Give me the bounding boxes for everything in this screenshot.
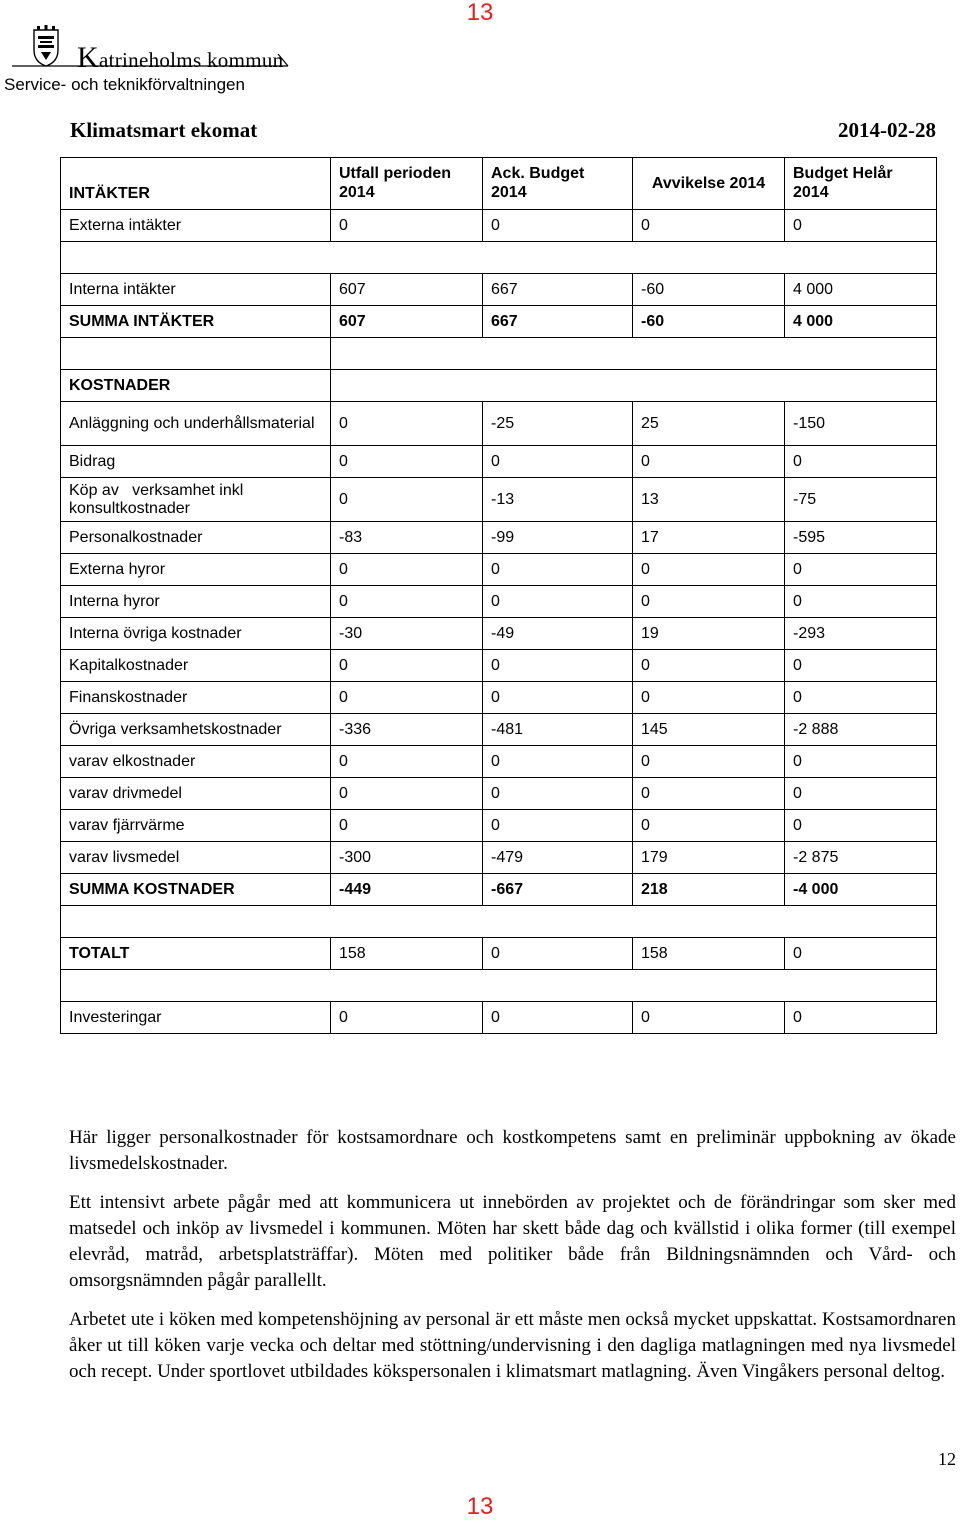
- blank-row: [61, 242, 937, 274]
- row-label: varav drivmedel: [61, 778, 331, 810]
- cell-utfall: 0: [331, 746, 483, 778]
- cell-ack-budget: 0: [483, 446, 633, 478]
- cell-ack-budget: 0: [483, 778, 633, 810]
- cell-ack-budget: 0: [483, 810, 633, 842]
- section-costs-row: [61, 370, 937, 402]
- cell-avvikelse: 0: [633, 1002, 785, 1034]
- cell-ack-budget: 0: [483, 682, 633, 714]
- cell-budget-helar: -75: [785, 478, 937, 522]
- cell-budget-helar: -2 888: [785, 714, 937, 746]
- blank-row: [61, 906, 937, 938]
- cell-budget-helar: 0: [785, 210, 937, 242]
- cell-avvikelse: -60: [633, 306, 785, 338]
- table-row-sum-income: [61, 306, 937, 338]
- cell-avvikelse: 19: [633, 618, 785, 650]
- cell-budget-helar: 0: [785, 1002, 937, 1034]
- table-row: [61, 446, 937, 478]
- cell-budget-helar: 0: [785, 938, 937, 970]
- cell-budget-helar: -150: [785, 402, 937, 446]
- cell-utfall: 0: [331, 210, 483, 242]
- paragraph: Här ligger personalkostnader för kostsamordnare och kostkompetens samt en preliminär uppbokning av ökade livsmedelskostnader.: [69, 1127, 956, 1175]
- cell-utfall: 607: [331, 274, 483, 306]
- cell-ack-budget: -49: [483, 618, 633, 650]
- cell-utfall: 0: [331, 1002, 483, 1034]
- col-header-avvikelse: Avvikelse 2014: [633, 158, 785, 210]
- coat-of-arms-icon: [34, 25, 58, 66]
- cell-ack-budget: 0: [483, 1002, 633, 1034]
- cell-budget-helar: 0: [785, 810, 937, 842]
- footer-page-number: 12: [938, 1449, 956, 1469]
- table-row: [61, 650, 937, 682]
- page-number-bottom: 13: [466, 1493, 494, 1520]
- row-label: varav fjärrvärme: [61, 810, 331, 842]
- cell-ack-budget: -479: [483, 842, 633, 874]
- blank-row: [61, 970, 937, 1002]
- cell-ack-budget: 667: [483, 274, 633, 306]
- cell-avvikelse: 0: [633, 586, 785, 618]
- row-label: Externa intäkter: [61, 210, 331, 242]
- row-label: Anläggning och underhållsmaterial: [61, 402, 331, 446]
- col-header-ack-budget: Ack. Budget 2014: [483, 158, 633, 210]
- cell-ack-budget: -481: [483, 714, 633, 746]
- cell-ack-budget: 0: [483, 554, 633, 586]
- cell-utfall: -336: [331, 714, 483, 746]
- table-row: [61, 210, 937, 242]
- cell-avvikelse: 0: [633, 810, 785, 842]
- blank-row: [61, 338, 937, 370]
- cell-budget-helar: 0: [785, 778, 937, 810]
- org-name-rest: atrineholms kommun: [98, 48, 284, 72]
- cell-utfall: 0: [331, 402, 483, 446]
- cell-budget-helar: 4 000: [785, 274, 937, 306]
- section-costs-label: KOSTNADER: [61, 370, 331, 402]
- cell-ack-budget: 0: [483, 210, 633, 242]
- body-text: [69, 1125, 956, 1398]
- row-label: Kapitalkostnader: [61, 650, 331, 682]
- cell-avvikelse: 218: [633, 874, 785, 906]
- cell-utfall: 158: [331, 938, 483, 970]
- department-name: Service- och teknikförvaltningen: [4, 75, 245, 94]
- cell-utfall: 0: [331, 586, 483, 618]
- cell-avvikelse: 0: [633, 446, 785, 478]
- cell-utfall: -30: [331, 618, 483, 650]
- cell-avvikelse: 13: [633, 478, 785, 522]
- cell-utfall: -300: [331, 842, 483, 874]
- cell-budget-helar: -2 875: [785, 842, 937, 874]
- row-label: Interna hyror: [61, 586, 331, 618]
- cell-utfall: 0: [331, 810, 483, 842]
- col-header-budget-helar: Budget Helår 2014: [785, 158, 937, 210]
- row-label: SUMMA INTÄKTER: [61, 306, 331, 338]
- org-name-initial: K: [77, 41, 99, 74]
- cell-utfall: 607: [331, 306, 483, 338]
- col-header-utfall: Utfall perioden 2014: [331, 158, 483, 210]
- cell-utfall: 0: [331, 650, 483, 682]
- paragraph: Ett intensivt arbete pågår med att kommunicera ut innebörden av projektet och de förändringar som sker med matsedel och inköp av livsmedel i kommunen. Möten har skett både dag och kvällstid i olika former (till exempel elevråd, matråd, arbetsplatsträffar). Möten med politiker både från Bildningsnämnden och Vård- och omsorgsnämnden pågår parallellt.: [69, 1191, 956, 1292]
- cell-ack-budget: -25: [483, 402, 633, 446]
- row-label: Interna intäkter: [61, 274, 331, 306]
- table-row: [61, 618, 937, 650]
- cell-ack-budget: 0: [483, 746, 633, 778]
- row-label: SUMMA KOSTNADER: [61, 874, 331, 906]
- cell-ack-budget: -13: [483, 478, 633, 522]
- cell-ack-budget: 667: [483, 306, 633, 338]
- row-label: Finanskostnader: [61, 682, 331, 714]
- table-row: [61, 586, 937, 618]
- table-row: [61, 402, 937, 446]
- row-label: Personalkostnader: [61, 522, 331, 554]
- cell-ack-budget: 0: [483, 586, 633, 618]
- row-label: Bidrag: [61, 446, 331, 478]
- cell-avvikelse: 0: [633, 554, 785, 586]
- cell-budget-helar: -4 000: [785, 874, 937, 906]
- row-label: varav livsmedel: [61, 842, 331, 874]
- table-row: [61, 478, 937, 522]
- cell-avvikelse: 25: [633, 402, 785, 446]
- cell-avvikelse: -60: [633, 274, 785, 306]
- cell-utfall: 0: [331, 554, 483, 586]
- cell-avvikelse: 158: [633, 938, 785, 970]
- table-row-total: [61, 938, 937, 970]
- table-row: [61, 778, 937, 810]
- table-row: [61, 274, 937, 306]
- cell-budget-helar: -293: [785, 618, 937, 650]
- cell-budget-helar: 0: [785, 682, 937, 714]
- table-row: [61, 682, 937, 714]
- document-date: 2014-02-28: [838, 118, 936, 142]
- row-label: varav elkostnader: [61, 746, 331, 778]
- cell-utfall: 0: [331, 478, 483, 522]
- page-number-top: 13: [466, 0, 494, 26]
- cell-avvikelse: 179: [633, 842, 785, 874]
- cell-budget-helar: -595: [785, 522, 937, 554]
- section-income-label: INTÄKTER: [61, 158, 331, 210]
- cell-ack-budget: 0: [483, 938, 633, 970]
- table-row: [61, 714, 937, 746]
- cell-utfall: -83: [331, 522, 483, 554]
- cell-ack-budget: 0: [483, 650, 633, 682]
- cell-budget-helar: 4 000: [785, 306, 937, 338]
- cell-budget-helar: 0: [785, 586, 937, 618]
- table-row: [61, 810, 937, 842]
- cell-avvikelse: 0: [633, 682, 785, 714]
- cell-utfall: -449: [331, 874, 483, 906]
- org-name: [77, 41, 283, 75]
- paragraph: Arbetet ute i köken med kompetenshöjning av personal är ett måste men också mycket uppskattat. Kostsamordnaren åker ut till köken varje vecka och deltar med stöttning/undervisning i den dagliga matlagningen med nya livsmedel och recept. Under sportlovet utbildades kökspersonalen i klimatsmart matlagning. Även Vingåkers personal deltog.: [69, 1308, 956, 1383]
- cell-avvikelse: 145: [633, 714, 785, 746]
- table-row: [61, 746, 937, 778]
- cell-avvikelse: 0: [633, 746, 785, 778]
- cell-utfall: 0: [331, 446, 483, 478]
- row-label: TOTALT: [61, 938, 331, 970]
- row-label: Investeringar: [61, 1002, 331, 1034]
- cell-avvikelse: 17: [633, 522, 785, 554]
- cell-avvikelse: 0: [633, 210, 785, 242]
- row-label: Köp av verksamhet inkl konsultkostnader: [61, 478, 331, 522]
- row-label: Övriga verksamhetskostnader: [61, 714, 331, 746]
- empty-cell: [331, 370, 937, 402]
- cell-budget-helar: 0: [785, 554, 937, 586]
- cell-budget-helar: 0: [785, 650, 937, 682]
- table-row: [61, 842, 937, 874]
- cell-ack-budget: -667: [483, 874, 633, 906]
- document-title: Klimatsmart ekomat: [70, 118, 258, 142]
- row-label: Interna övriga kostnader: [61, 618, 331, 650]
- table-row: [61, 522, 937, 554]
- table-row-investments: [61, 1002, 937, 1034]
- budget-table: [60, 157, 937, 1034]
- cell-ack-budget: -99: [483, 522, 633, 554]
- cell-avvikelse: 0: [633, 650, 785, 682]
- table-row: [61, 554, 937, 586]
- cell-utfall: 0: [331, 778, 483, 810]
- cell-utfall: 0: [331, 682, 483, 714]
- cell-avvikelse: 0: [633, 778, 785, 810]
- cell-budget-helar: 0: [785, 746, 937, 778]
- table-row-sum-costs: [61, 874, 937, 906]
- cell-budget-helar: 0: [785, 446, 937, 478]
- row-label: Externa hyror: [61, 554, 331, 586]
